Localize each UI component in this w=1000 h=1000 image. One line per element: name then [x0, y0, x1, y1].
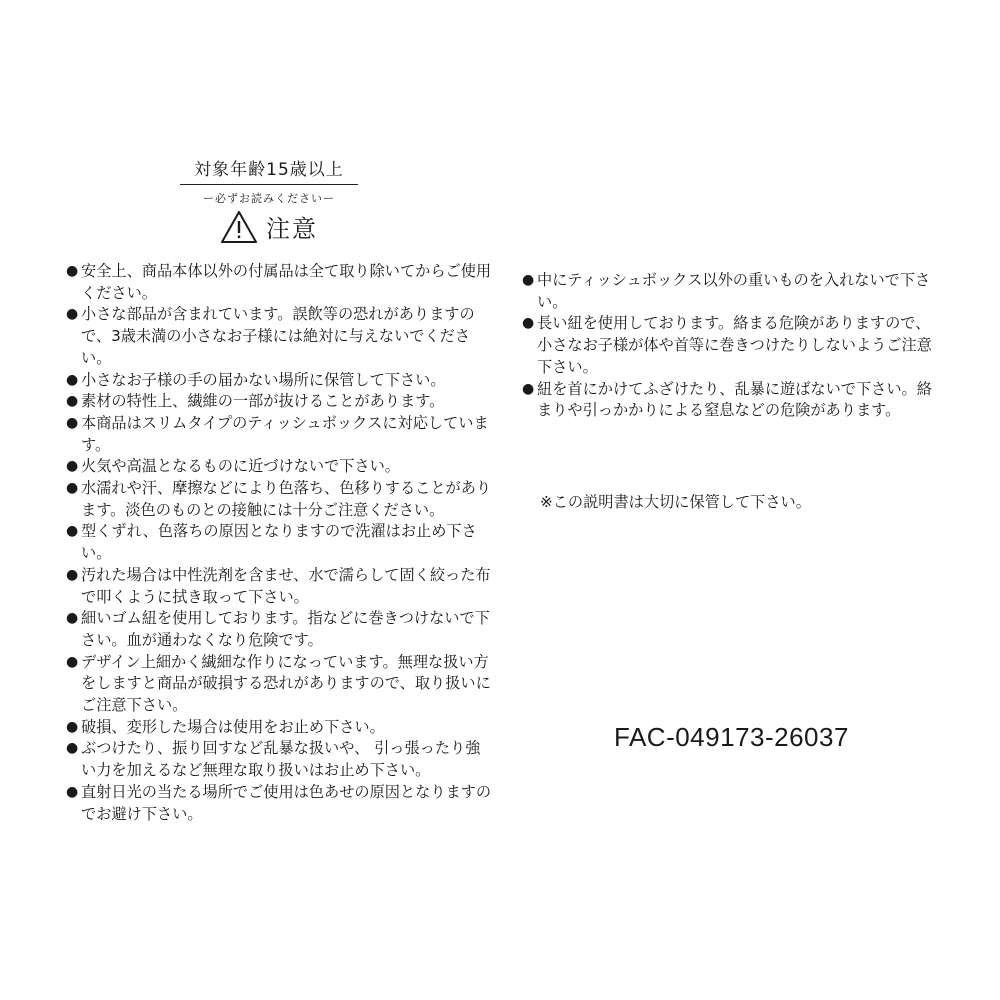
age-label: 対象年齢15歳以上 [180, 158, 358, 185]
list-item: ● 細いゴム紐を使用しております。指などに巻きつけないで下さい。血が通わなくなり危険です。 [66, 608, 492, 651]
keep-manual-note: ※この説明書は大切に保管して下さい。 [540, 493, 811, 511]
caution-heading [180, 209, 358, 244]
list-item: ● 破損、変形した場合は使用をお止め下さい。 [66, 717, 492, 739]
caution-list-left [66, 261, 492, 825]
list-item: ● 本商品はスリムタイプのティッシュボックスに対応しています。 [66, 413, 492, 456]
list-item: ● 中にティッシュボックス以外の重いものを入れないで下さい。 [522, 270, 942, 313]
list-item: ● 小さなお子様の手の届かない場所に保管して下さい。 [66, 370, 492, 392]
list-item: ● 長い紐を使用しております。絡まる危険がありますので、小さなお子様が体や首等に巻きつけたりしないようご注意下さい。 [522, 313, 942, 378]
list-item: ● 素材の特性上、繊維の一部が抜けることがあります。 [66, 391, 492, 413]
list-item: ● 紐を首にかけてふざけたり、乱暴に遊ばないで下さい。絡まりや引っかかりによる窒息などの危険があります。 [522, 379, 942, 422]
list-item: ● 汚れた場合は中性洗剤を含ませ、水で濡らして固く絞った布で叩くように拭き取って下さい。 [66, 565, 492, 608]
list-item: ● デザイン上細かく繊細な作りになっています。無理な扱い方をしますと商品が破損する恐れがありますので、取り扱いにご注意下さい。 [66, 652, 492, 717]
list-item: ● ぶつけたり、振り回すなど乱暴な扱いや、 引っ張ったり強い力を加えるなど無理な取り扱いはお止め下さい。 [66, 738, 492, 781]
read-notice: ー必ずお読みくださいー [203, 192, 335, 205]
list-item: ● 火気や高温となるものに近づけないで下さい。 [66, 456, 492, 478]
list-item: ● 安全上、商品本体以外の付属品は全て取り除いてからご使用ください。 [66, 261, 492, 304]
list-item: ● 直射日光の当たる場所でご使用は色あせの原因となりますのでお避け下さい。 [66, 782, 492, 825]
warning-triangle-icon [220, 210, 258, 244]
list-item: ● 型くずれ、色落ちの原因となりますので洗濯はお止め下さい。 [66, 521, 492, 564]
list-item: ● 小さな部品が含まれています。誤飲等の恐れがありますので、3歳未満の小さなお子様には絶対に与えないでください。 [66, 304, 492, 369]
caution-label: 注意 [266, 215, 318, 243]
caution-header [180, 158, 358, 244]
caution-list-right [522, 270, 942, 422]
list-item: ● 水濡れや汗、摩擦などにより色落ち、色移りすることがあります。淡色のものとの接触には十分ご注意ください。 [66, 478, 492, 521]
product-code: FAC-049173-26037 [614, 722, 849, 752]
